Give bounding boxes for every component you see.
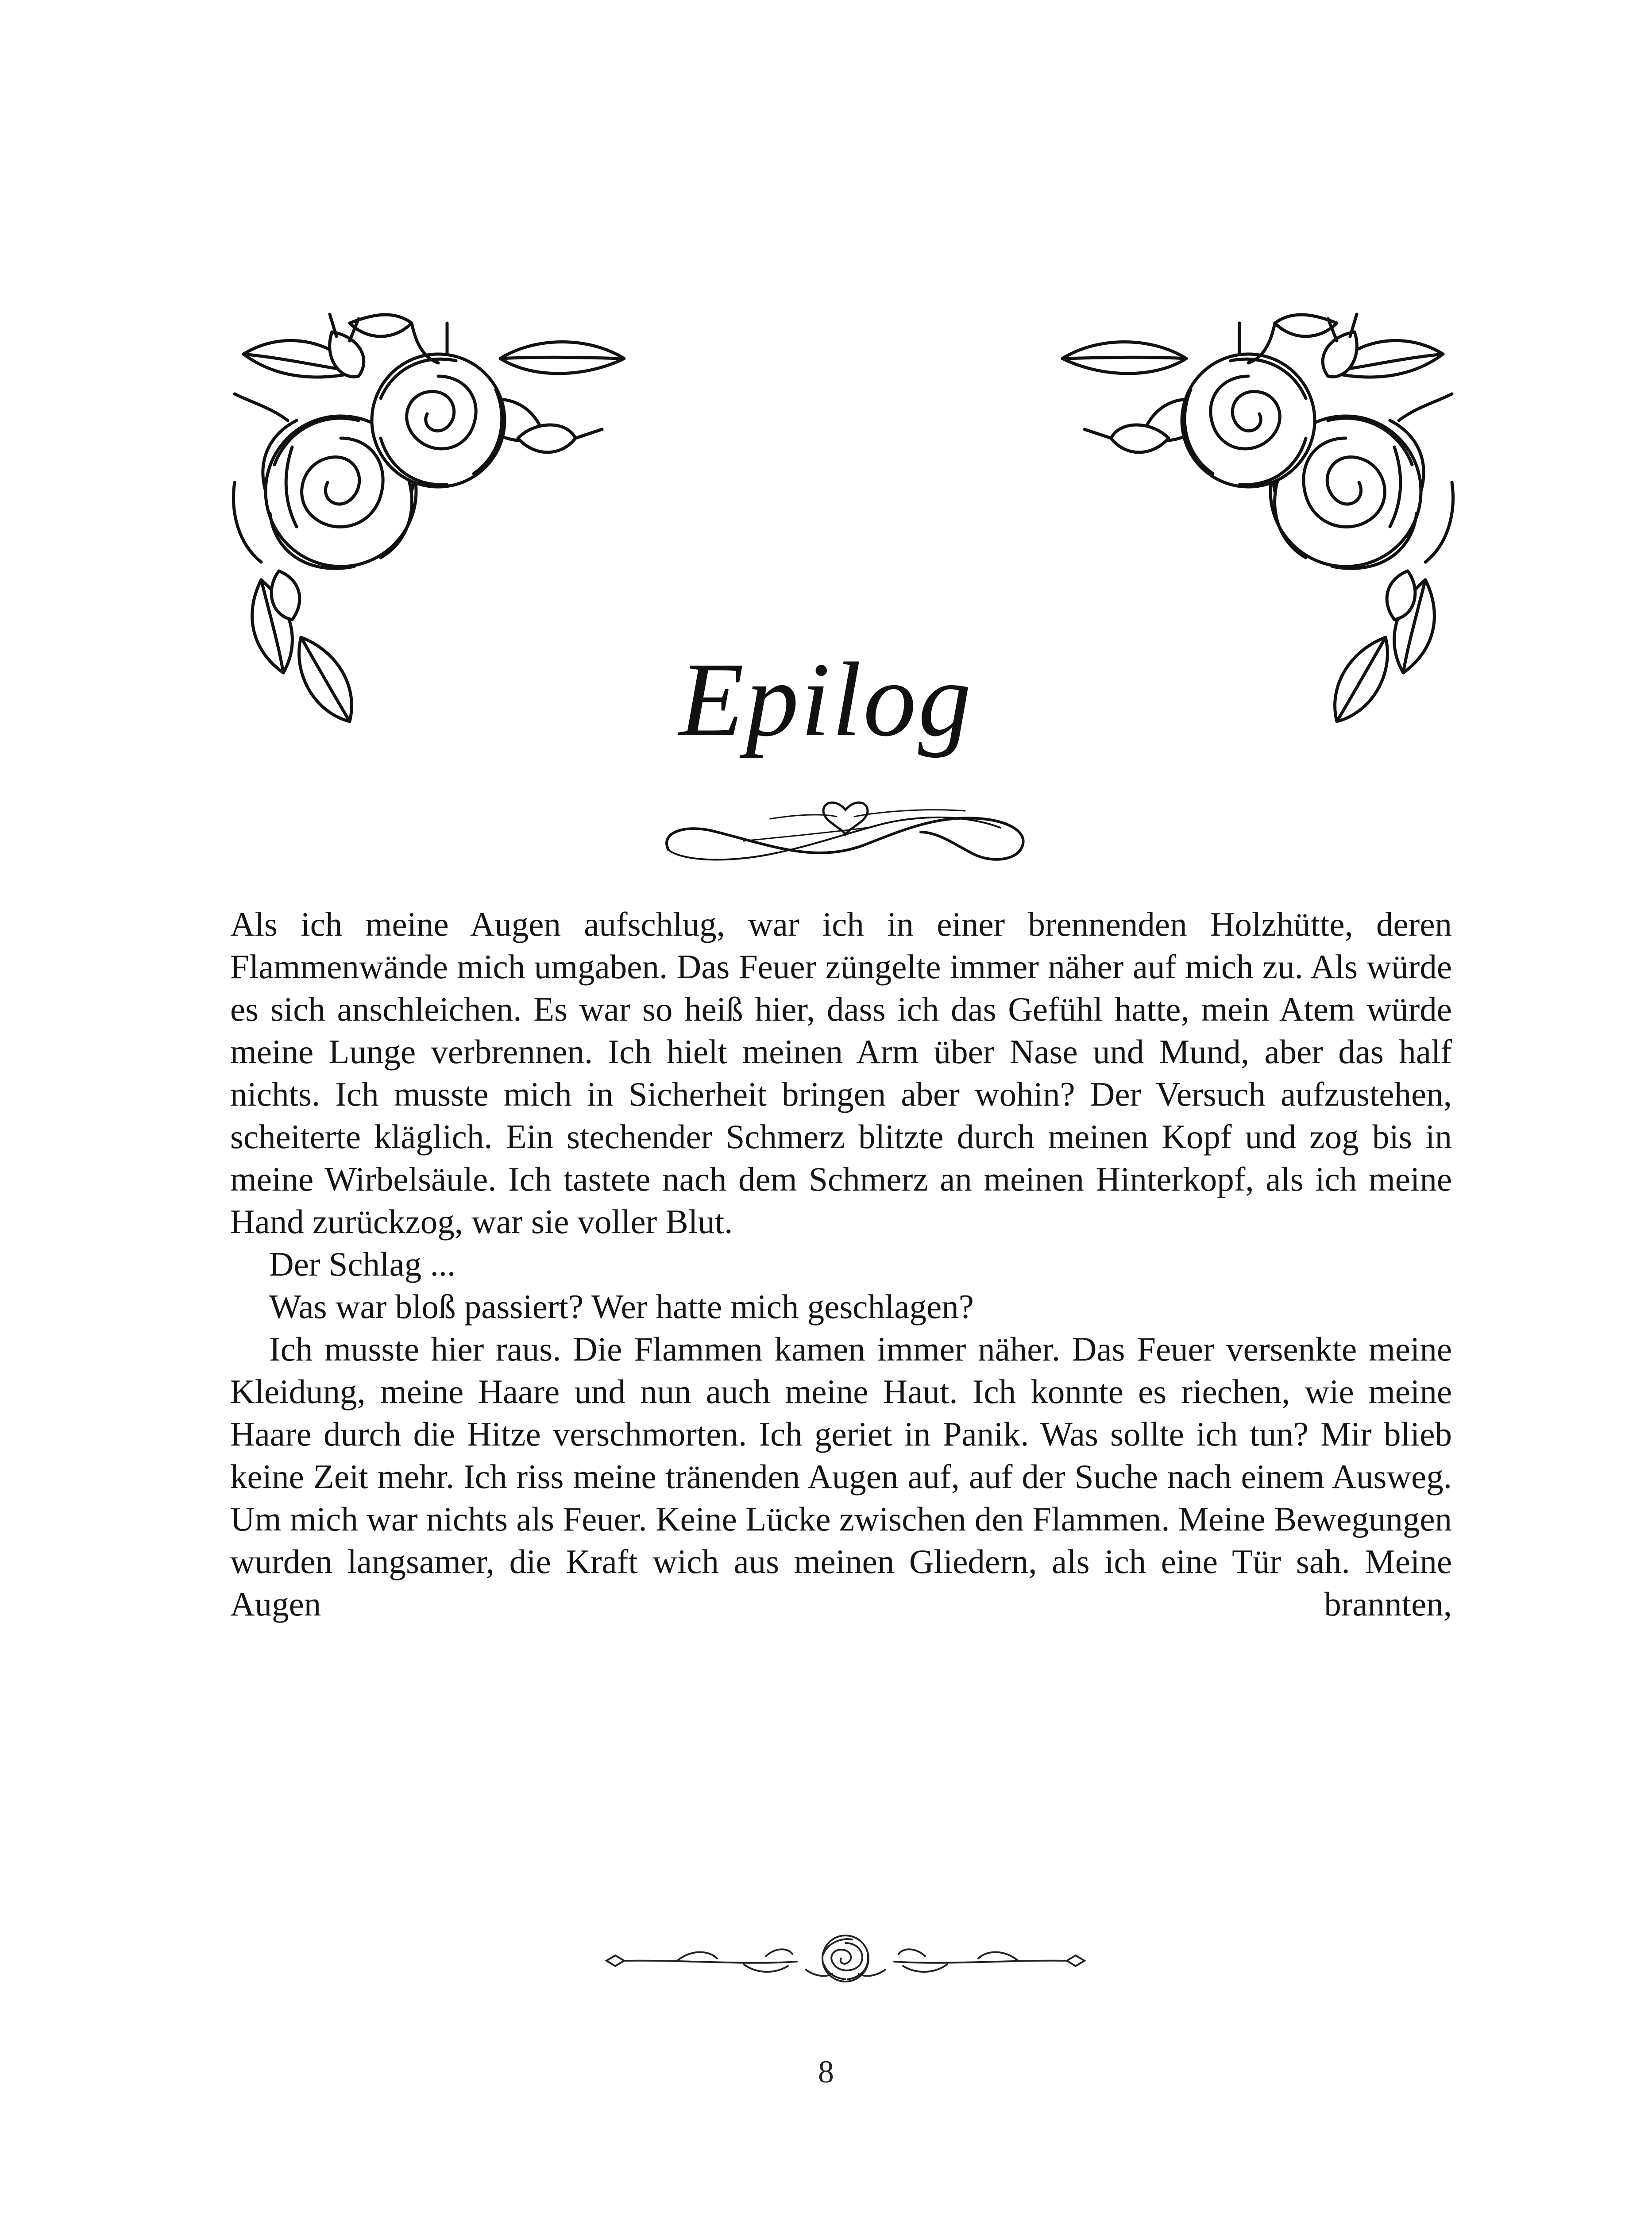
- paragraph: Was war bloß passiert? Wer hatte mich geschlagen?: [269, 1288, 974, 1326]
- chapter-body: [230, 903, 1452, 1625]
- heart-flourish-icon: [655, 783, 1036, 872]
- paragraph: Als ich meine Augen aufschlug, war ich in einer brennenden Holzhütte, deren Flammenwände mich umgaben. Das Feuer züngelte immer näher auf mich zu. Als würde es sich anschleichen. Es war so heiß hier, dass ich das Gefühl hatte, mein Atem würde meine Lunge verbrennen. Ich hielt meinen Arm über Nase und Mund, aber das half nichts. Ich musste mich in Sicherheit bringen aber wohin? Der Versuch aufzustehen, scheiterte kläglich. Ein stechender Schmerz blitzte durch meinen Kopf und zog bis in meine Wirbelsäule. Ich tastete nach dem Schmerz an meinen Hinterkopf, als ich meine Hand zurückzog, war sie voller Blut.: [230, 905, 1452, 1241]
- paragraph: Der Schlag ...: [269, 1245, 456, 1283]
- chapter-title: Epilog: [679, 640, 973, 758]
- page-number: 8: [818, 2054, 834, 2090]
- rose-divider-icon: [598, 1930, 1093, 1992]
- paragraph: Ich musste hier raus. Die Flammen kamen immer näher. Das Feuer versenkte meine Kleidung, meine Haare und nun auch meine Haut. Ich konnte es riechen, wie meine Haare durch die Hitze verschmorten. Ich geriet in Panik. Was sollte ich tun? Mir blieb keine Zeit mehr. Ich riss meine tränenden Augen auf, auf der Suche nach einem Ausweg. Um mich war nichts als Feuer. Keine Lücke zwischen den Flammen. Meine Bewegungen wurden langsamer, die Kraft wich aus meinen Gliedern, als ich eine Tür sah. Meine Augen brannten,: [230, 1330, 1452, 1623]
